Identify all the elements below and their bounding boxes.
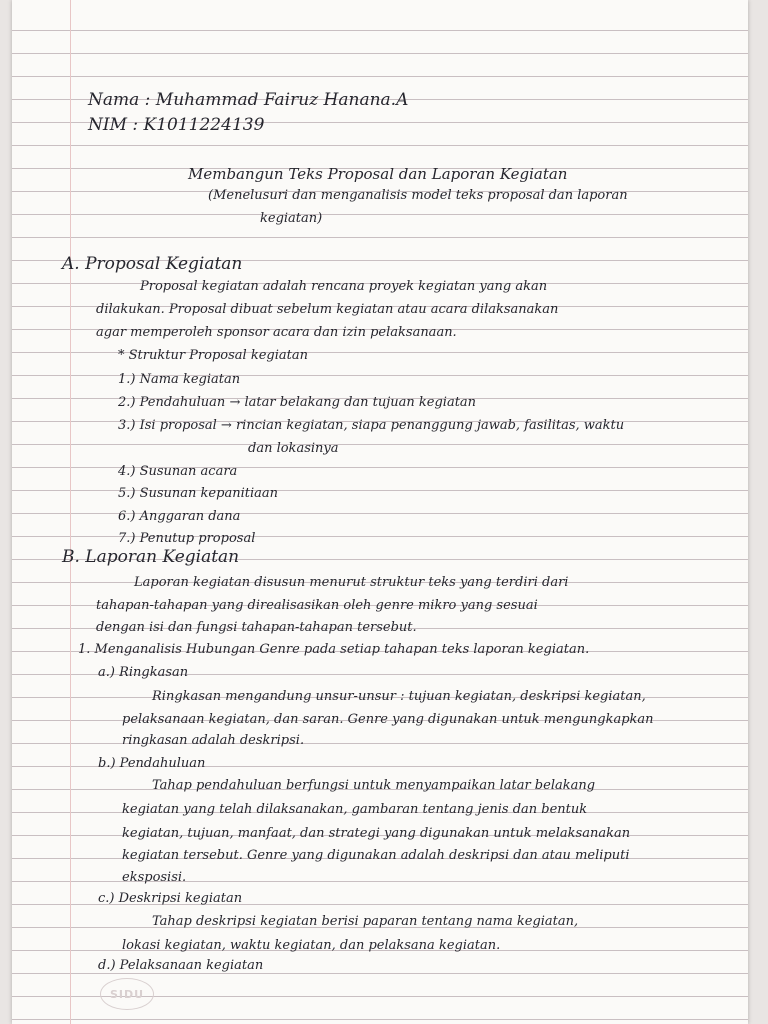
struktur-item: 5.) Susunan kepanitiaan — [118, 486, 278, 501]
student-name: Nama : Muhammad Fairuz Hanana.A — [88, 90, 409, 110]
subsection-text: kegiatan yang telah dilaksanakan, gambaran tentang jenis dan bentuk — [122, 802, 588, 817]
struktur-item: 1.) Nama kegiatan — [118, 372, 241, 387]
subsection-text: ringkasan adalah deskripsi. — [122, 733, 305, 748]
page-title: Membangun Teks Proposal dan Laporan Kegiatan — [188, 165, 568, 183]
subsection-text: pelaksanaan kegiatan, dan saran. Genre yang digunakan untuk mengungkapkan — [122, 712, 654, 727]
section-b-heading: B. Laporan Kegiatan — [62, 547, 240, 567]
section-b-paragraph-line: Laporan kegiatan disusun menurut struktur teks yang terdiri dari — [134, 575, 569, 590]
subsection-text: eksposisi. — [122, 870, 187, 885]
struktur-item: 6.) Anggaran dana — [118, 509, 241, 524]
section-a-paragraph-line: agar memperoleh sponsor acara dan izin pelaksanaan. — [96, 325, 457, 340]
section-b-paragraph-line: dengan isi dan fungsi tahapan-tahapan tersebut. — [96, 620, 417, 635]
struktur-item: 3.) Isi proposal → rincian kegiatan, siapa penanggung jawab, fasilitas, waktu — [118, 418, 625, 433]
subsection-heading: b.) Pendahuluan — [98, 756, 206, 771]
subsection-heading: d.) Pelaksanaan kegiatan — [98, 958, 264, 973]
section-b-paragraph-line: tahapan-tahapan yang direalisasikan oleh genre mikro yang sesuai — [96, 598, 538, 613]
struktur-item: 7.) Penutup proposal — [118, 531, 256, 546]
struktur-item-cont: dan lokasinya — [248, 441, 339, 456]
subsection-text: Tahap pendahuluan berfungsi untuk menyampaikan latar belakang — [152, 778, 596, 793]
notebook-page — [12, 0, 748, 1024]
section-a-heading: A. Proposal Kegiatan — [62, 254, 243, 274]
student-nim: NIM : K1011224139 — [88, 115, 265, 135]
section-a-paragraph-line: dilakukan. Proposal dibuat sebelum kegiatan atau acara dilaksanakan — [96, 302, 559, 317]
subsection-heading: a.) Ringkasan — [98, 665, 189, 680]
struktur-item: 2.) Pendahuluan → latar belakang dan tujuan kegiatan — [118, 395, 477, 410]
logo-text: SIDU — [109, 987, 145, 1001]
margin-line — [70, 0, 71, 1024]
page-subtitle-cont: kegiatan) — [260, 211, 323, 226]
struktur-heading: * Struktur Proposal kegiatan — [118, 348, 308, 363]
subsection-text: Ringkasan mengandung unsur-unsur : tujuan kegiatan, deskripsi kegiatan, — [152, 689, 646, 704]
subsection-text: kegiatan, tujuan, manfaat, dan strategi yang digunakan untuk melaksanakan — [122, 826, 631, 841]
subsection-text: lokasi kegiatan, waktu kegiatan, dan pelaksana kegiatan. — [122, 938, 501, 953]
page-subtitle: (Menelusuri dan menganalisis model teks proposal dan laporan — [208, 188, 628, 203]
subsection-text: Tahap deskripsi kegiatan berisi paparan tentang nama kegiatan, — [152, 914, 579, 929]
analisis-heading: 1. Menganalisis Hubungan Genre pada setiap tahapan teks laporan kegiatan. — [78, 642, 590, 657]
notebook-brand-logo — [100, 978, 154, 1010]
subsection-text: kegiatan tersebut. Genre yang digunakan adalah deskripsi dan atau meliputi — [122, 848, 630, 863]
subsection-heading: c.) Deskripsi kegiatan — [98, 891, 243, 906]
section-a-paragraph-line: Proposal kegiatan adalah rencana proyek kegiatan yang akan — [140, 279, 548, 294]
struktur-item: 4.) Susunan acara — [118, 464, 238, 479]
